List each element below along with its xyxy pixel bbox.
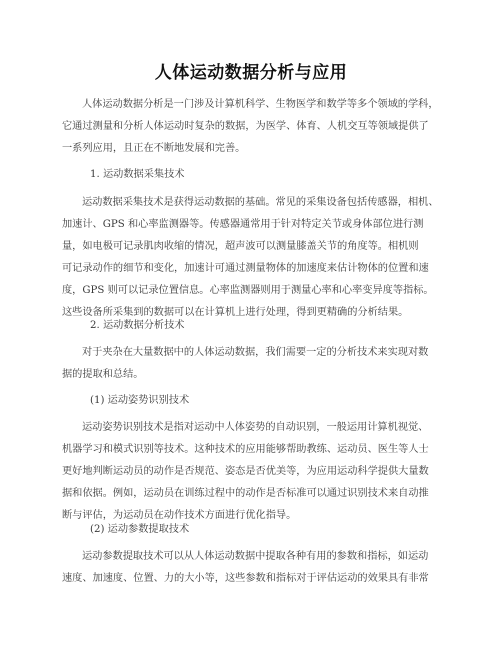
paragraph-line: 度，GPS 则可以记录位置信息。心率监测器则用于测量心率和心率变异度等指标。 xyxy=(62,285,434,296)
intro-paragraph xyxy=(62,94,440,160)
sub2-paragraph xyxy=(62,546,440,590)
paragraph-line: 更好地判断运动员的动作是否规范、姿态是否优美等，为应用运动科学提供大量数 xyxy=(62,466,429,477)
paragraph-line: 加速计、GPS 和心率监测器等。传感器通常用于针对特定关节或身体部位进行测 xyxy=(62,219,424,230)
paragraph-line: 可记录动作的细节和变化，加速计可通过测量物体的加速度来估计物体的位置和速 xyxy=(62,263,429,274)
subsection-heading-posture-recognition: (1) 运动姿势识别技术 xyxy=(90,395,190,406)
paragraph-line: 速度、加速度、位置、力的大小等，这些参数和指标对于评估运动的效果具有非常 xyxy=(62,573,429,584)
section-heading-data-collection: 1. 运动数据采集技术 xyxy=(90,169,185,180)
paragraph-line: 这些设备所采集到的数据可以在计算机上进行处理，得到更精确的分析结果。 xyxy=(62,307,409,318)
paragraph-line: 机器学习和模式识别等技术。这种技术的应用能够帮助教练、运动员、医生等人士 xyxy=(62,444,429,455)
sub1-paragraph xyxy=(62,417,440,527)
paragraph-line: 一系列应用，且正在不断地发展和完善。 xyxy=(62,143,246,154)
page-title: 人体运动数据分析与应用 xyxy=(154,63,348,83)
paragraph-line: 据的提取和总结。 xyxy=(62,369,144,380)
subsection-heading-parameter-extraction: (2) 运动参数提取技术 xyxy=(90,524,190,535)
paragraph-line: 断与评估，为运动员在动作技术方面进行优化指导。 xyxy=(62,510,297,521)
paragraph-line: 对于夹杂在大量数据中的人体运动数据，我们需要一定的分析技术来实现对数 xyxy=(82,347,429,358)
paragraph-line: 量，如电极可记录肌肉收缩的情况，超声波可以测量膝盖关节的角度等。相机则 xyxy=(62,241,419,252)
paragraph-line: 人体运动数据分析是一门涉及计算机科学、生物医学和数学等多个领域的学科， xyxy=(82,99,439,110)
section-heading-data-analysis: 2. 运动数据分析技术 xyxy=(90,320,185,331)
paragraph-line: 它通过测量和分析人体运动时复杂的数据，为医学、体育、人机交互等领域提供了 xyxy=(62,121,429,132)
section1-paragraph xyxy=(62,192,440,324)
paragraph-line: 运动参数提取技术可以从人体运动数据中提取各种有用的参数和指标，如运动 xyxy=(82,551,429,562)
section2-paragraph xyxy=(62,342,440,386)
paragraph-line: 运动数据采集技术是获得运动数据的基础。常见的采集设备包括传感器，相机、 xyxy=(82,197,439,208)
paragraph-line: 据和依据。例如，运动员在训练过程中的动作是否标准可以通过识别技术来自动推 xyxy=(62,488,429,499)
paragraph-line: 运动姿势识别技术是指对运动中人体姿势的自动识别，一般运用计算机视觉、 xyxy=(82,422,429,433)
